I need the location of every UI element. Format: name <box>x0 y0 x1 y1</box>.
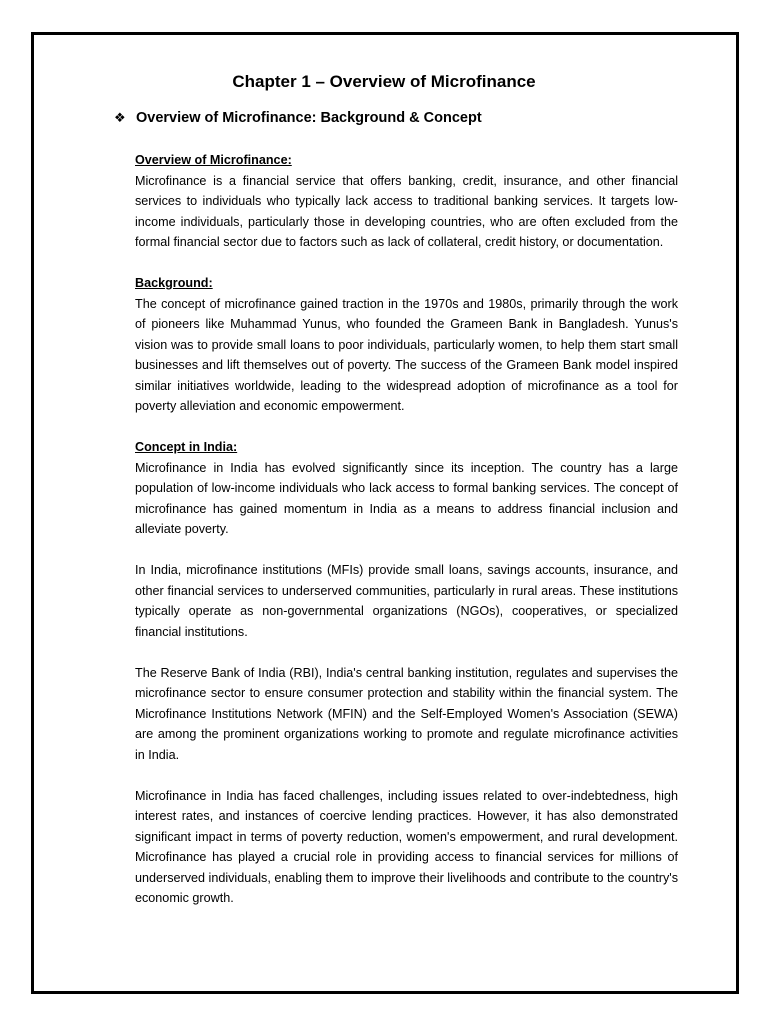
paragraph: Microfinance in India has faced challenges, including issues related to over-indebtedness, high interest rates, and instances of coercive lending practices. However, it has also demonstrated significant impact in terms of poverty reduction, women's empowerment, and rural development. Microfinance has played a crucial role in providing access to financial services for millions of underserved individuals, enabling them to improve their livelihoods and contribute to the country's economic growth. <box>135 788 678 905</box>
paragraph-block <box>135 663 678 766</box>
paragraph-block <box>135 786 678 909</box>
section-heading <box>114 108 482 128</box>
document-body <box>135 150 678 929</box>
paragraph: Microfinance in India has evolved significantly since its inception. The country has a large population of low-income individuals who lack access to formal banking services. The concept of microfinance has gained momentum in India as a means to address financial inclusion and alleviate poverty. <box>135 460 678 536</box>
paragraph: In India, microfinance institutions (MFIs) provide small loans, savings accounts, insurance, and other financial services to underserved communities, particularly in rural areas. These institutions typically operate as non-governmental organizations (NGOs), cooperatives, or specialized financial institutions. <box>135 563 678 639</box>
paragraph: Microfinance is a financial service that offers banking, credit, insurance, and other financial services to individuals who typically lack access to traditional banking services. It targets low-income individuals, particularly those in developing countries, who are often excluded from the formal financial sector due to factors such as lack of collateral, credit history, or documentation. <box>135 173 678 249</box>
subsection-heading: Background: <box>135 276 213 290</box>
paragraph-block <box>135 560 678 642</box>
paragraph: The Reserve Bank of India (RBI), India's central banking institution, regulates and supervises the microfinance sector to ensure consumer protection and stability within the financial system. The Microfinance Institutions Network (MFIN) and the Self-Employed Women's Association (SEWA) are among the prominent organizations working to promote and regulate microfinance activities in India. <box>135 665 678 762</box>
subsection-heading: Concept in India: <box>135 440 238 454</box>
paragraph: The concept of microfinance gained traction in the 1970s and 1980s, primarily through the work of pioneers like Muhammad Yunus, who founded the Grameen Bank in Bangladesh. Yunus's vision was to provide small loans to poor individuals, particularly women, to help them start small businesses and lift themselves out of poverty. The success of the Grameen Bank model inspired similar initiatives worldwide, leading to the widespread adoption of microfinance as a tool for poverty alleviation and economic empowerment. <box>135 296 678 413</box>
section-heading-text: Overview of Microfinance: Background & Concept <box>136 110 482 126</box>
chapter-title: Chapter 1 – Overview of Microfinance <box>232 72 536 91</box>
subsection-heading: Overview of Microfinance: <box>135 153 292 167</box>
subsection-background <box>135 273 678 417</box>
diamond-bullet-icon: ❖ <box>114 110 126 125</box>
subsection-concept-in-india <box>135 437 678 540</box>
subsection-overview <box>135 150 678 253</box>
